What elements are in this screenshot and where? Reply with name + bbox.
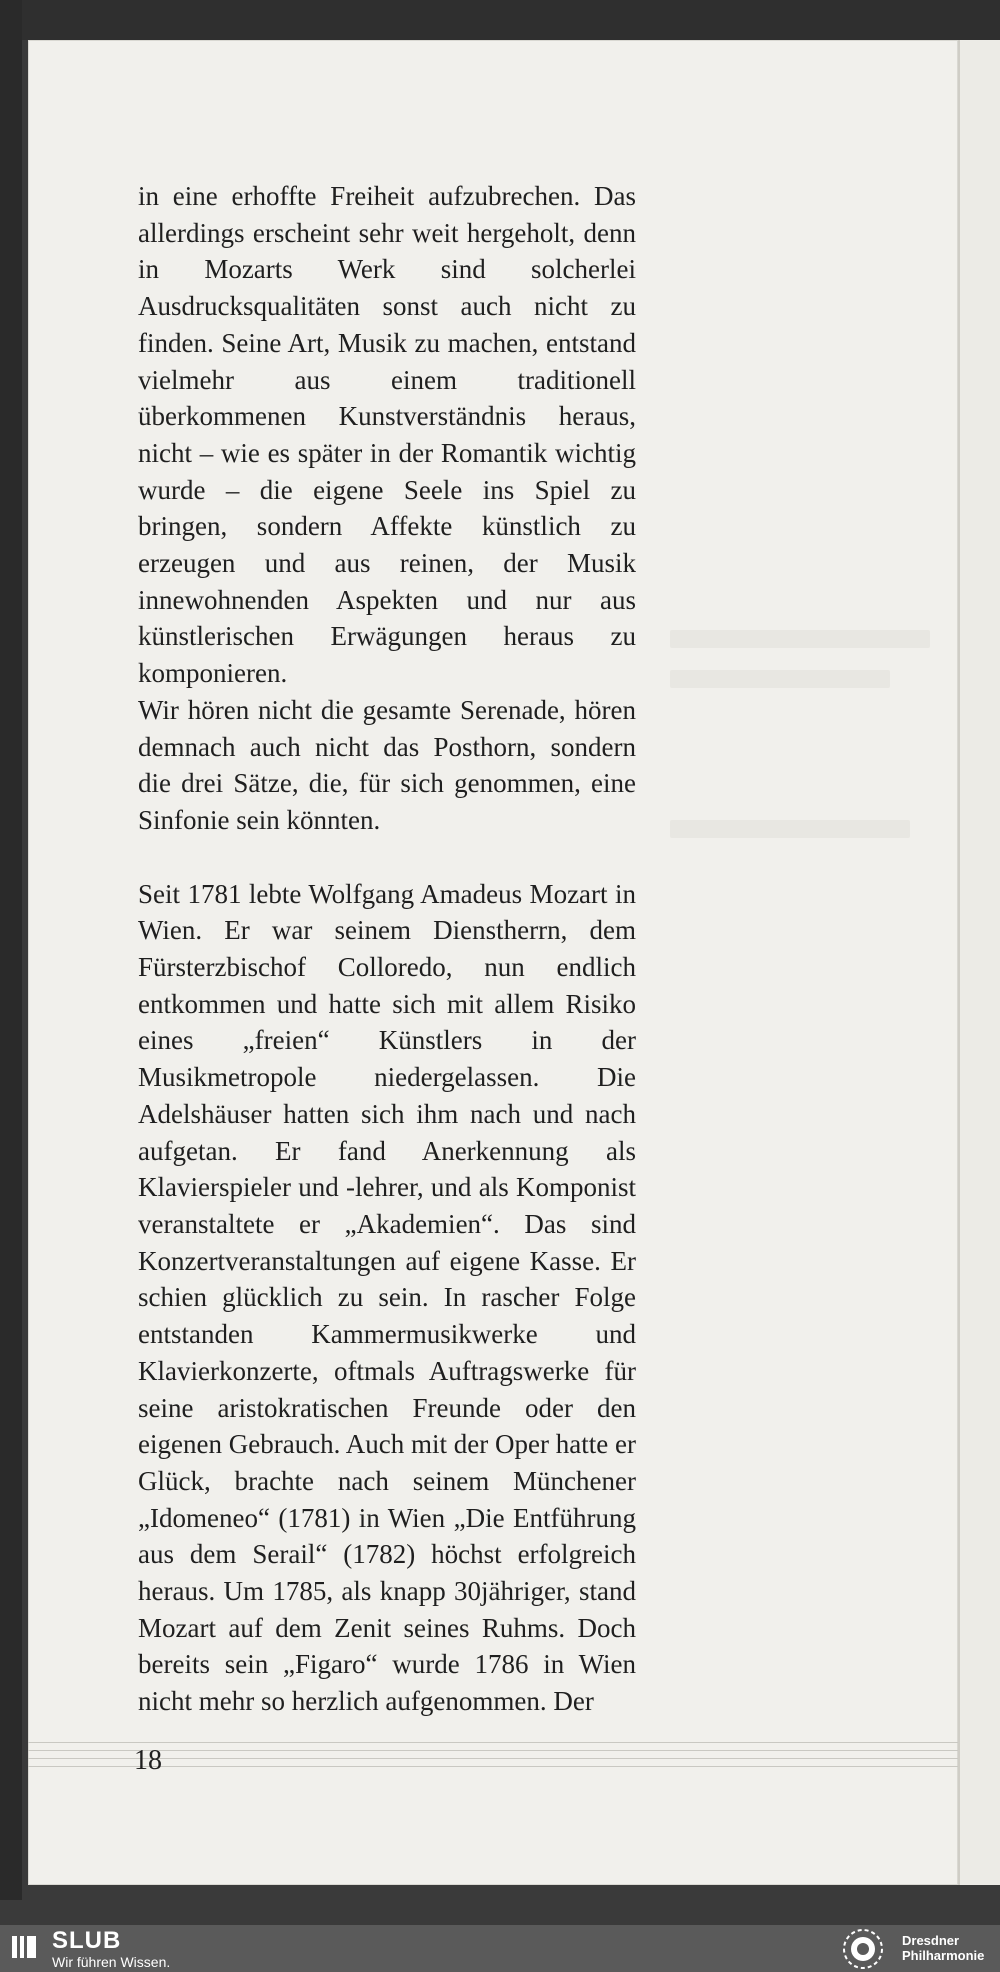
partner-name-line2: Philharmonie bbox=[902, 1948, 985, 1963]
footer-rule bbox=[28, 1742, 958, 1743]
scan-top-border bbox=[0, 0, 1000, 40]
page-number: 18 bbox=[134, 1745, 162, 1776]
partner-name-line1: Dresdner bbox=[902, 1933, 960, 1948]
footer-rule bbox=[28, 1766, 958, 1767]
show-through-text bbox=[630, 400, 930, 920]
footer-rule bbox=[28, 1758, 958, 1759]
library-tagline: Wir führen Wissen. bbox=[52, 1954, 171, 1970]
slub-logo-icon bbox=[10, 1933, 38, 1961]
philharmonie-logo-icon bbox=[838, 1928, 888, 1970]
footer-rule bbox=[28, 1750, 958, 1751]
library-footer-bar bbox=[0, 1925, 1000, 1972]
body-text bbox=[138, 178, 636, 1720]
library-name[interactable]: SLUB bbox=[52, 1927, 122, 1954]
paragraph-2: Wir hören nicht die gesamte Serenade, hören demnach auch nicht das Posthorn, sondern die drei Sätze, die, für sich genommen, eine Sinfonie sein könnten. bbox=[138, 694, 636, 835]
paragraph-1: in eine erhoffte Freiheit aufzubrechen. Das allerdings erscheint sehr weit hergeholt, denn in Mozarts Werk sind solcherlei Ausdrucksqualitäten sonst auch nicht zu finden. Seine Art, Musik zu machen, entstand vielmehr aus einem traditionell überkommenen Kunstverständnis heraus, nicht – wie es später in der Romantik wichtig wurde – die eigene Seele ins Spiel zu bringen, sondern Affekte künstlich zu erzeugen und aus reinen, der Musik innewohnenden Aspekten und nur aus künstlerischen Erwägungen heraus zu komponieren. bbox=[138, 181, 636, 689]
next-page-edge bbox=[958, 40, 1000, 1885]
scan-left-border bbox=[0, 0, 22, 1900]
partner-name[interactable] bbox=[902, 1933, 984, 1963]
paragraph-3: Seit 1781 lebte Wolfgang Amadeus Mozart in Wien. Er war seinem Dienstherrn, dem Fürsterzbischof Colloredo, nun endlich entkommen und hatte sich mit allem Risiko eines „freien“ Künstlers in der Musikmetropole niedergelassen. Die Adelshäuser hatten sich ihm nach und nach aufgetan. Er fand Anerkennung als Klavierspieler und -lehrer, und als Komponist veranstaltete er „Akademien“. Das sind Konzertveranstaltungen auf eigene Kasse. Er schien glücklich zu sein. In rascher Folge entstanden Kammermusikwerke und Klavierkonzerte, oftmals Auftragswerke für seine aristokratischen Freunde oder den eigenen Gebrauch. Auch mit der Oper hatte er Glück, brachte nach seinem Münchener „Idomeneo“ (1781) in Wien „Die Entführung aus dem Serail“ (1782) höchst erfolgreich heraus. Um 1785, als knapp 30jähriger, stand Mozart auf dem Zenit seines Ruhms. Doch bereits sein „Figaro“ wurde 1786 in Wien nicht mehr so herzlich aufgenommen. Der bbox=[138, 878, 636, 1717]
